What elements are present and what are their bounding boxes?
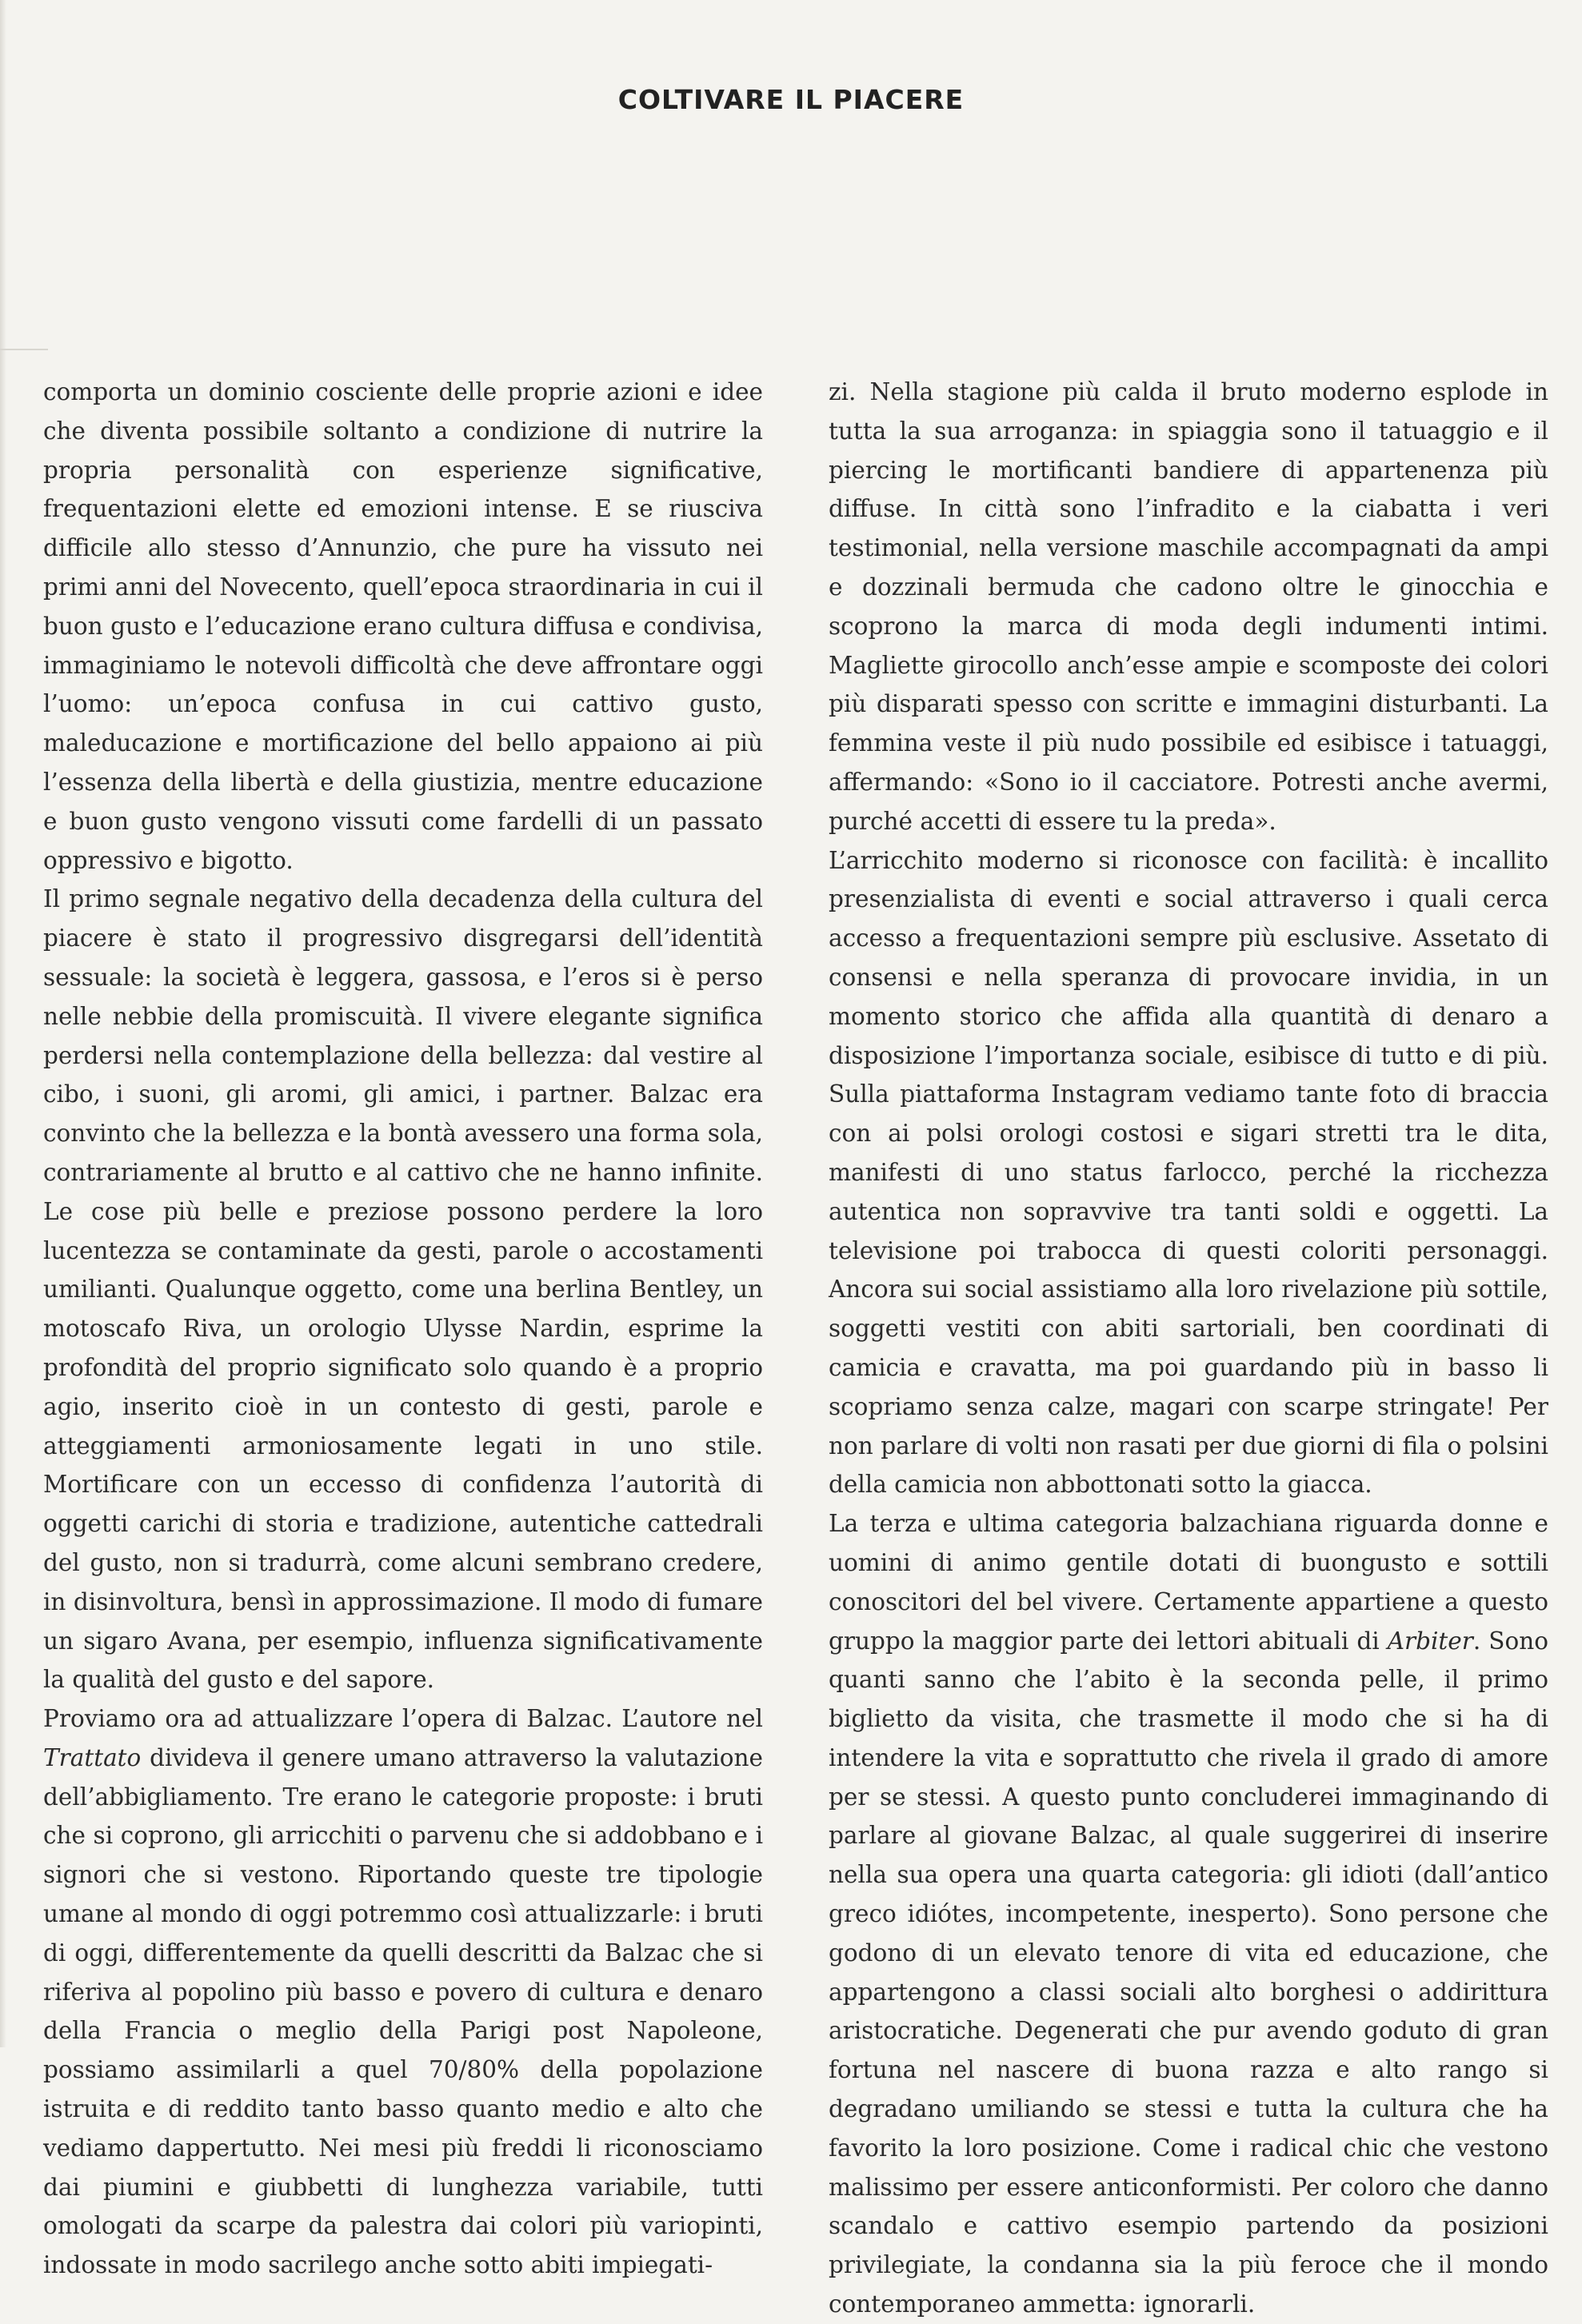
right-paragraph-2: L’arricchito moderno si riconosce con facilità: è incallito presenzialista di eventi e social attraverso i quali cerca accesso a frequentazioni sempre più esclusive. Assetato di consensi e nella speranza di provocare invidia, in un momento storico che affida alla quantità di denaro a disposizione l’importanza sociale, esibisce di tutto e di più. Sulla piattaforma Instagram vediamo tante foto di braccia con ai polsi orologi costosi e sigari stretti tra le dita, manifesti di uno status farlocco, perché la ricchezza autentica non sopravvive tra tanti soldi e oggetti. La televisione poi trabocca di questi coloriti personaggi. Ancora sui social assistiamo alla loro rivelazione più sottile, soggetti vestiti con abiti sartoriali, ben coordinati di camicia e cravatta, ma poi guardando più in basso li scopriamo senza calze, magari con scarpe stringate! Per non parlare di volti non rasati per due giorni di fila o polsini della camicia non abbottonati sotto la giacca. bbox=[829, 846, 1548, 1499]
left-p3-text-before: Proviamo ora ad attualizzare l’opera di Balzac. L’autore nel bbox=[43, 1705, 763, 1733]
left-paragraph-2: Il primo segnale negativo della decadenza della cultura del piacere è stato il progressivo disgregarsi dell’identità sessuale: la società è leggera, gassosa, e l’eros si è perso nelle nebbie della promiscuità. Il vivere elegante significa perdersi nella contemplazione della bellezza: dal vestire al cibo, i suoni, gli aromi, gli amici, i partner. Balzac era convinto che la bellezza e la bontà avessero una forma sola, contrariamente al brutto e al cattivo che ne hanno infinite. Le cose più belle e preziose possono perdere la loro lucentezza se contaminate da gesti, parole o accostamenti umilianti. Qualunque oggetto, come una berlina Bentley, un motoscafo Riva, un orologio Ulysse Nardin, esprime la profondità del proprio significato solo quando è a proprio agio, inserito cioè in un contesto di gesti, parole e atteggiamenti armoniosamente legati in uno stile. Mortificare con un eccesso di confidenza l’autorità di oggetti carichi di storia e tradizione, autentiche cattedrali del gusto, non si tradurrà, come alcuni sembrano credere, in disinvoltura, bensì in approssimazione. Il modo di fumare un sigaro Avana, per esempio, influenza significativamente la qualità del gusto e del sapore. bbox=[43, 885, 763, 1694]
right-paragraph-1: zi. Nella stagione più calda il bruto moderno esplode in tutta la sua arroganza: in spiaggia sono il tatuaggio e il piercing le mortificanti bandiere di appartenenza più diffuse. In città sono l’infradito e la ciabatta i veri testimonial, nella versione maschile accompagnati da ampi e dozzinali bermuda che cadono oltre le ginocchia e scoprono la marca di moda degli indumenti intimi. Magliette girocollo anch’esse ampie e scomposte dei colori più disparati spesso con scritte e immagini disturbanti. La femmina veste il più nudo possibile ed esibisce i tatuaggi, affermando: «Sono io il cacciatore. Potresti anche avermi, purché accetti di essere tu la preda». bbox=[829, 378, 1548, 835]
right-p3-italic-title: Arbiter bbox=[1387, 1627, 1473, 1655]
page-crease-mark bbox=[0, 349, 48, 350]
page-edge-shadow bbox=[0, 0, 6, 2047]
left-column bbox=[43, 373, 763, 2279]
running-header: COLTIVARE IL PIACERE bbox=[617, 84, 965, 115]
right-p3-text-after: . Sono quanti sanno che l’abito è la seconda pelle, il primo biglietto da visita, che trasmette il modo che si ha di intendere la vita e soprattutto che rivela il grado di amore per se stessi. A questo punto concluderei immaginando di parlare al giovane Balzac, al quale suggerirei di inserire nella sua opera una quarta categoria: gli idioti (dall’antico greco idiótes, incompetente, inesperto). Sono persone che godono di un elevato tenore di vita ed educazione, che appartengono a classi sociali alto borghesi o addirittura aristocratiche. Degenerati che pur avendo goduto di gran fortuna nel nascere di buona razza e alto rango si degradano umiliando se stessi e tutta la cultura che ha favorito la loro posizione. Come i radical chic che vestono malissimo per essere anticonformisti. Per coloro che danno scandalo e cattivo esempio partendo da posizioni privilegiate, la condanna sia la più feroce che il mondo contemporaneo ammetta: ignorarli. bbox=[829, 1627, 1549, 2318]
left-paragraph-3 bbox=[43, 1699, 763, 2285]
left-p3-italic-title: Trattato bbox=[43, 1743, 142, 1771]
right-p3-text-before: La terza e ultima categoria balzachiana riguarda donne e uomini di animo gentile dotati di buongusto e sottili conoscitori del bel vivere. Certamente appartiene a questo gruppo la maggior parte dei lettori abituali di bbox=[829, 1510, 1548, 1655]
left-paragraph-1: comporta un dominio cosciente delle proprie azioni e idee che diventa possibile soltanto a condizione di nutrire la propria personalità con esperienze significative, frequentazioni elette ed emozioni intense. E se riusciva difficile allo stesso d’Annunzio, che pure ha vissuto nei primi anni del Novecento, quell’epoca straordinaria in cui il buon gusto e l’educazione erano cultura diffusa e condivisa, immaginiamo le notevoli difficoltà che deve affrontare oggi l’uomo: un’epoca confusa in cui cattivo gusto, maleducazione e mortificazione del bello appaiono ai più l’essenza della libertà e della giustizia, mentre educazione e buon gusto vengono vissuti come fardelli di un passato oppressivo e bigotto. bbox=[43, 378, 763, 874]
right-paragraph-3 bbox=[829, 1504, 1548, 2324]
left-p3-text-after: divideva il genere umano attraverso la valutazione dell’abbigliamento. Tre erano le categorie proposte: i bruti che si coprono, gli arricchiti o parvenu che si addobbano e i signori che si vestono. Riportando queste tre tipologie umane al mondo di oggi potremmo così attualizzarle: i bruti di oggi, differentemente da quelli descritti da Balzac che si riferiva al popolino più basso e povero di cultura e denaro della Francia o meglio della Parigi post Napoleone, possiamo assimilarli a quel 70/80% della popolazione istruita e di reddito tanto basso quanto medio e alto che vediamo dappertutto. Nei mesi più freddi li riconosciamo dai piumini e giubbetti di lunghezza variabile, tutti omologati da scarpe da palestra dai colori più variopinti, indossate in modo sacrilego anche sotto abiti impiegati- bbox=[43, 1743, 763, 2279]
right-column bbox=[829, 373, 1549, 2318]
